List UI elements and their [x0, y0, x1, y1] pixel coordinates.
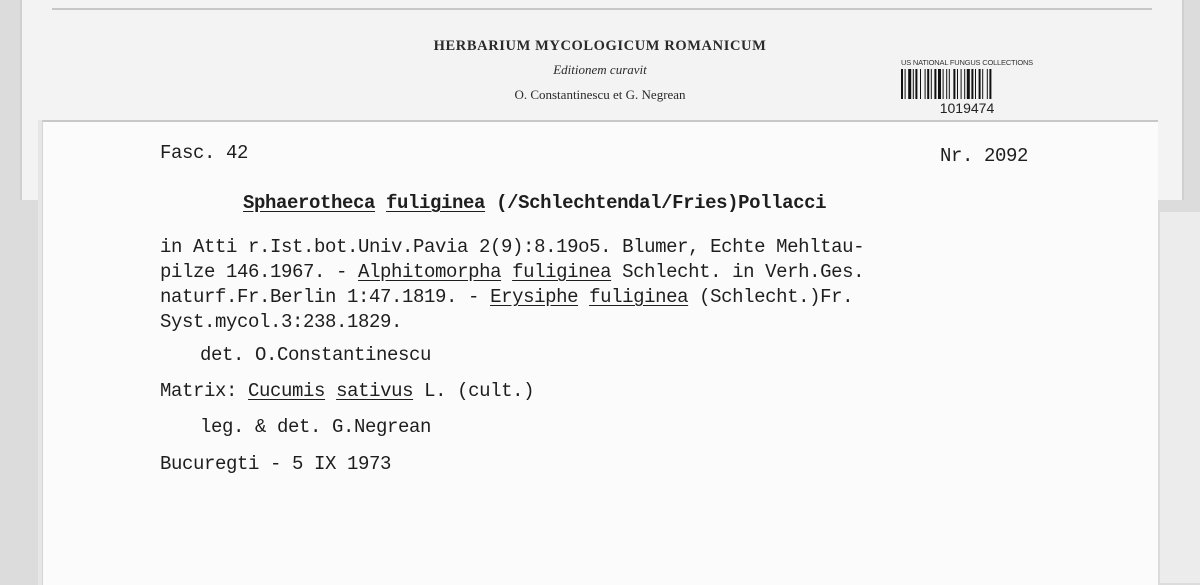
- matrix-label: Matrix:: [160, 380, 238, 402]
- barcode-icon: [901, 69, 1033, 99]
- herbarium-header: [280, 38, 920, 103]
- locality-date: Bucuregti - 5 IX 1973: [160, 453, 392, 475]
- citation-line-3-text: naturf.Fr.Berlin 1:47.1819. -: [160, 286, 491, 308]
- citation-line-3: [160, 285, 864, 310]
- taxon-species: fuliginea: [386, 192, 486, 214]
- fascicle-number: Fasc. 42: [160, 142, 249, 164]
- synonym-2-species: fuliginea: [589, 286, 689, 308]
- collector: leg. & det. G.Negrean: [200, 416, 432, 438]
- synonym-1-species: fuliginea: [512, 261, 612, 283]
- taxon-authority: (/Schlechtendal/Fries)Pollacci: [496, 192, 827, 214]
- synonym-1-genus: Alphitomorpha: [358, 261, 502, 283]
- matrix-species: sativus: [336, 380, 414, 402]
- barcode-number: 1019474: [939, 100, 995, 116]
- matrix-genus: Cucumis: [248, 380, 326, 402]
- taxon-genus: Sphaerotheca: [243, 192, 376, 214]
- citation-line-2: [160, 260, 864, 285]
- barcode-caption: US NATIONAL FUNGUS COLLECTIONS: [901, 58, 1033, 67]
- citation-line-2-text: pilze 146.1967. -: [160, 261, 359, 283]
- taxon-name: [243, 192, 826, 214]
- edition-line: Editionem curavit: [553, 62, 647, 77]
- matrix-line: [160, 380, 534, 402]
- side-strip: [1160, 212, 1200, 583]
- synonym-2-genus: Erysiphe: [490, 286, 579, 308]
- citation-line-1: in Atti r.Ist.bot.Univ.Pavia 2(9):8.19o5. Blumer, Echte Mehltau-: [160, 236, 865, 258]
- determiner: det. O.Constantinescu: [200, 344, 432, 366]
- barcode-label: [896, 58, 1038, 116]
- matrix-rest: L. (cult.): [424, 380, 535, 402]
- citation-block: [160, 235, 864, 335]
- citation-line-3-rest: (Schlecht.)Fr.: [688, 286, 854, 308]
- editors-names: O. Constantinescu et G. Negrean: [514, 87, 686, 102]
- institution-name: HERBARIUM MYCOLOGICUM ROMANICUM: [433, 38, 767, 54]
- citation-line-4: Syst.mycol.3:238.1829.: [160, 311, 403, 333]
- specimen-number: Nr. 2092: [940, 145, 1029, 167]
- citation-line-2-rest: Schlecht. in Verh.Ges.: [611, 261, 865, 283]
